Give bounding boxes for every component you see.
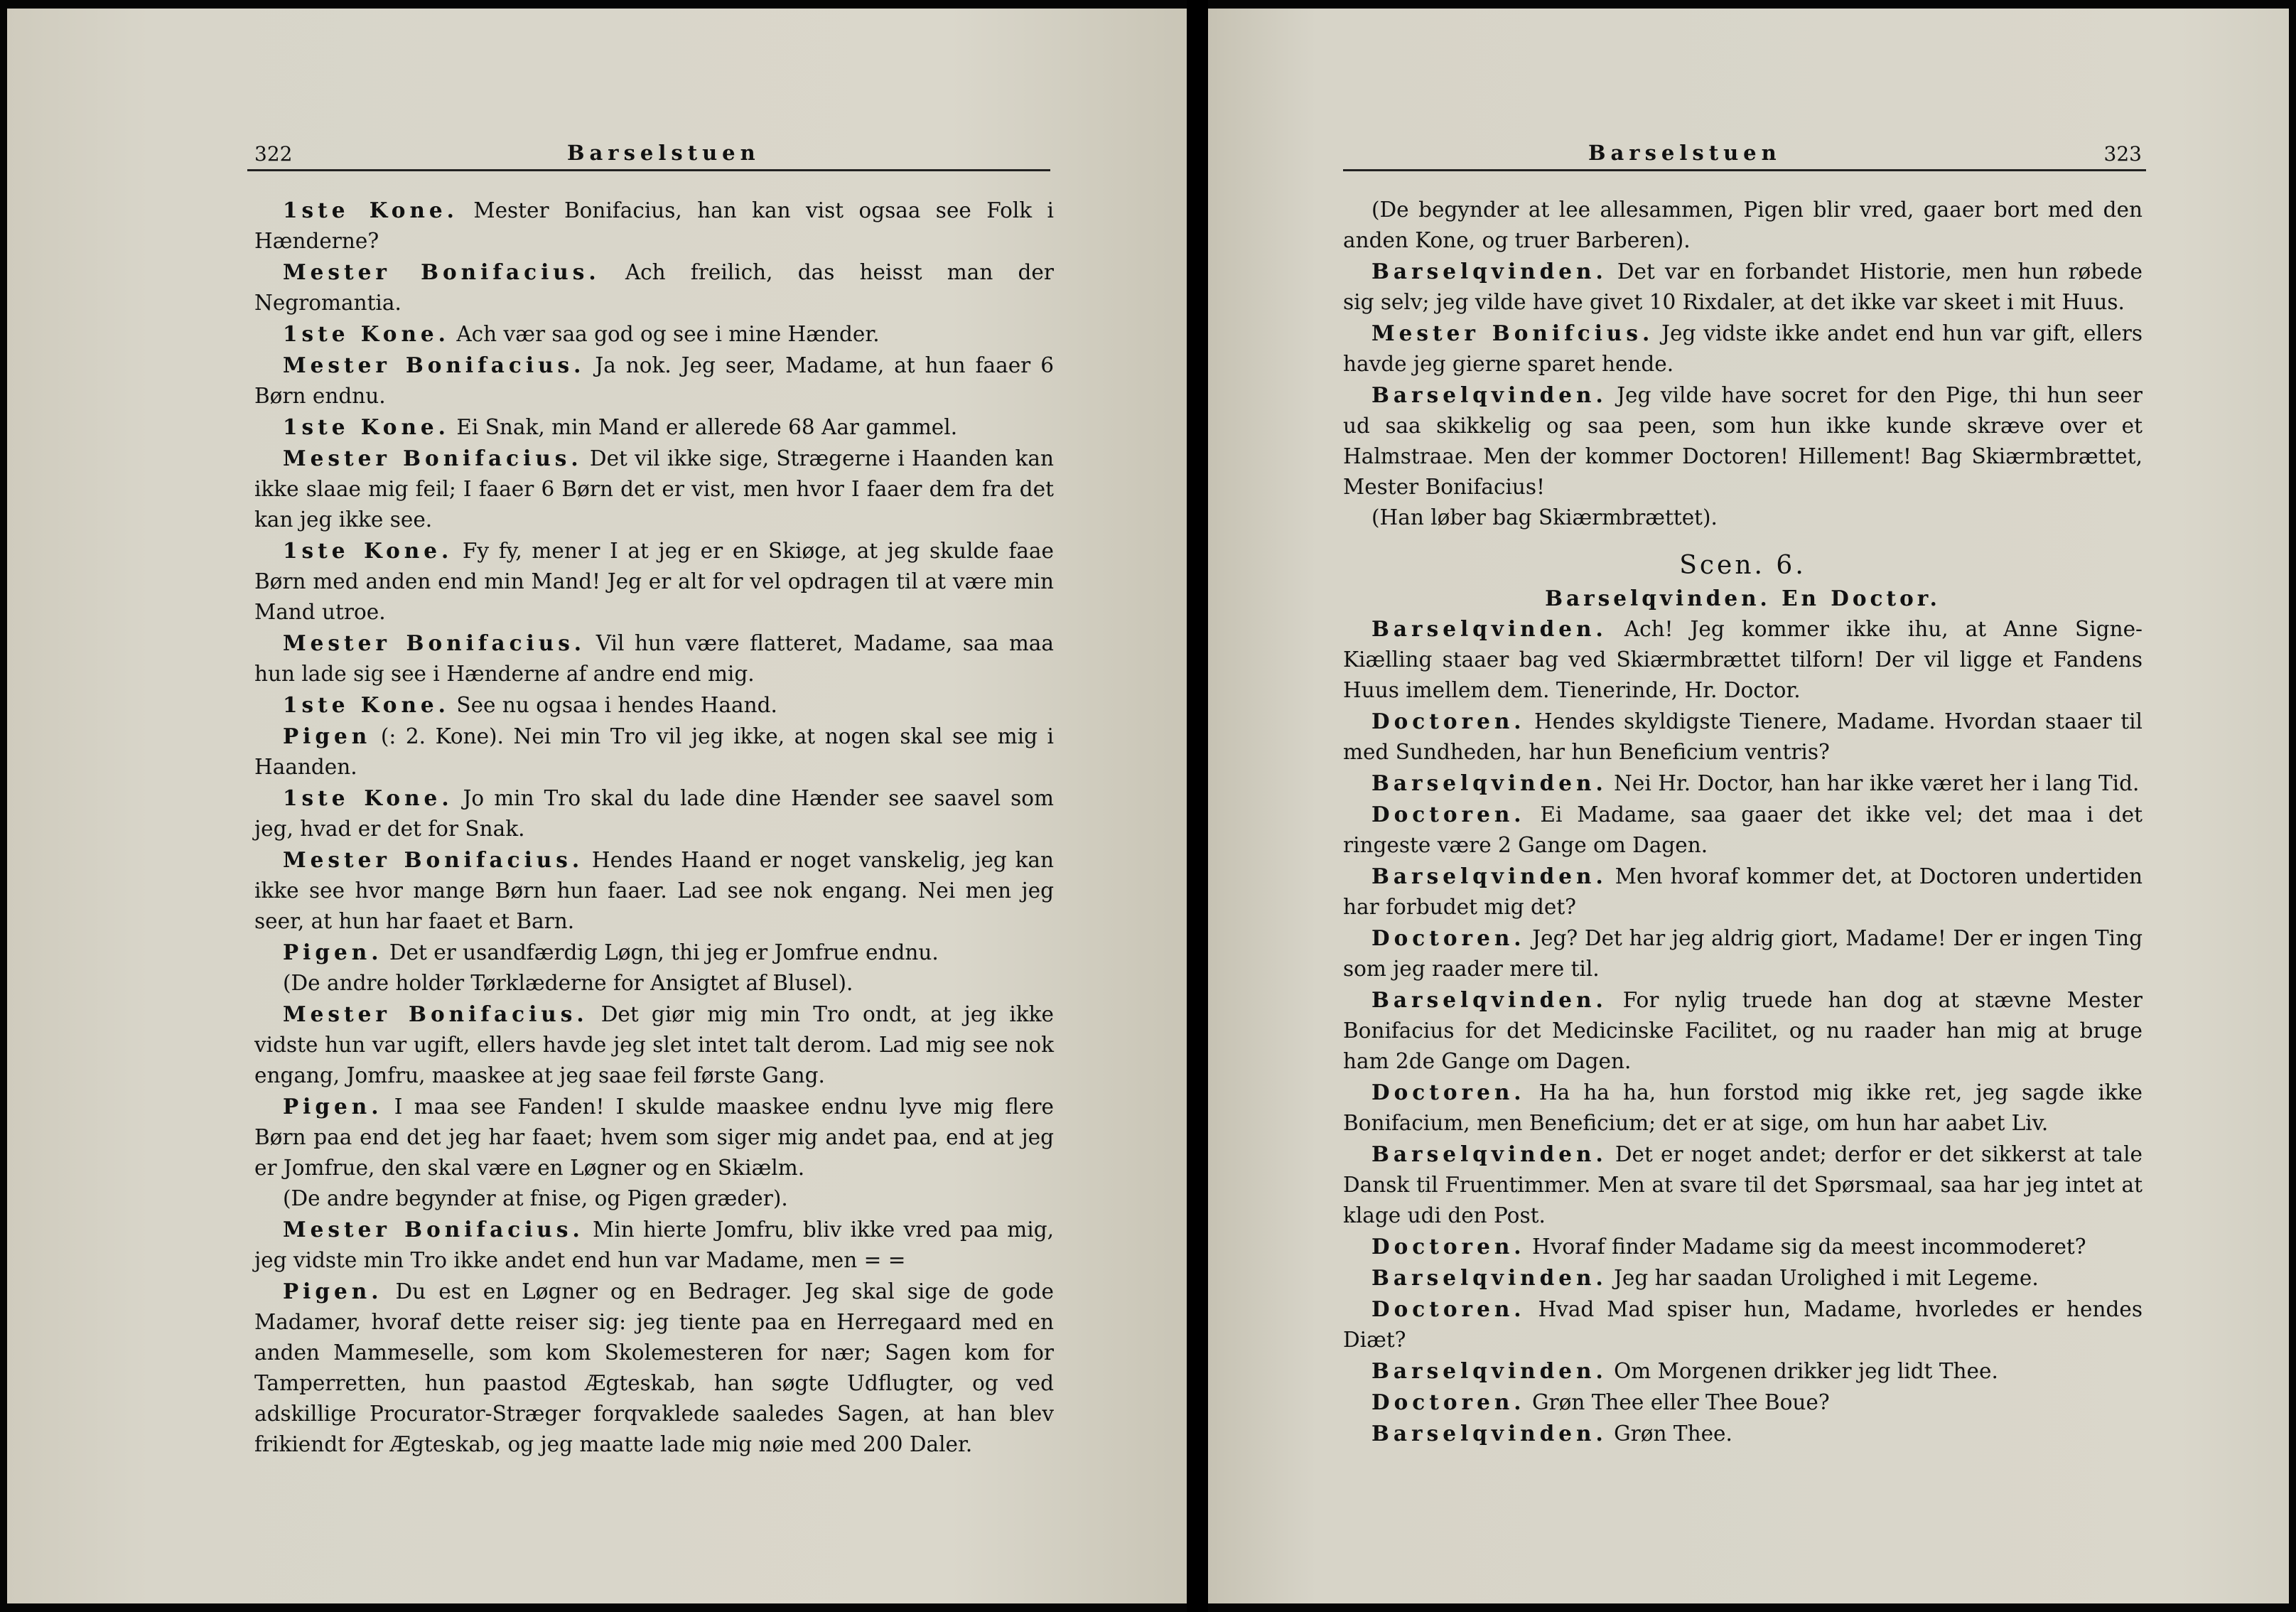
speech-text: Grøn Thee. — [1614, 1422, 1732, 1446]
speaker-name: Barselqvinden. — [1371, 616, 1607, 641]
dialogue-line — [254, 844, 1054, 937]
speaker-name: 1ste Kone. — [283, 414, 450, 439]
dialogue-line — [1343, 1077, 2143, 1139]
left-page — [7, 9, 1187, 1603]
speech-text: (De begynder at lee allesammen, Pigen blir vred, gaaer bort med den anden Kone, og truer Barberen). — [1343, 198, 2143, 252]
speaker-name: Doctoren. — [1371, 1296, 1526, 1321]
speaker-name: Mester Bonifacius. — [283, 1001, 588, 1026]
speaker-name: Mester Bonifacius. — [283, 630, 586, 655]
speech-text: Ach! Jeg kommer ikke ihu, at Anne Signe-Kiælling staaer bag ved Skiærmbrættet tilforn! Der vil ligge et Fandens Huus imellem dem. Tienerinde, Hr. Doctor. — [1343, 617, 2143, 702]
speaker-name: 1ste Kone. — [283, 321, 450, 346]
dialogue-line — [1343, 503, 2143, 533]
dialogue-line — [1343, 318, 2143, 380]
speech-text: Men hvoraf kommer det, at Doctoren undertiden har forbudet mig det? — [1343, 864, 2143, 919]
right-page — [1208, 9, 2289, 1603]
speech-text: Ei Madame, saa gaaer det ikke vel; det maa i det ringeste være 2 Gange om Dagen. — [1343, 802, 2143, 857]
speech-text: Jeg vilde have socret for den Pige, thi hun seer ud saa skikkelig og saa peen, som hun ikke kunde skræve over et Halmstraae. Men der kommer Doctoren! Hillement! Bag Skiærmbrættet, Mester Bonifacius! — [1343, 383, 2143, 499]
speaker-name: 1ste Kone. — [283, 198, 458, 222]
speaker-name: Doctoren. — [1371, 925, 1526, 950]
speaker-name: Mester Bonifacius. — [283, 259, 600, 284]
speech-text: (De andre holder Tørklæderne for Ansigtet af Blusel). — [283, 971, 853, 995]
dialogue-line — [1343, 613, 2143, 706]
speaker-name: Barselqvinden. — [1371, 1421, 1607, 1446]
speech-text: Mester Bonifacius, han kan vist ogsaa see Folk i Hænderne? — [254, 198, 1054, 253]
dialogue-line — [254, 257, 1054, 318]
dialogue-line — [1343, 256, 2143, 318]
speaker-name: Mester Bonifacius. — [283, 353, 586, 377]
speech-text: Fy fy, mener I at jeg er en Skiøge, at jeg skulde faae Børn med anden end min Mand! Jeg er alt for vel opdragen til at være min Mand utroe. — [254, 539, 1054, 624]
speaker-name: Doctoren. — [1371, 709, 1526, 734]
speaker-name: Mester Bonifacius. — [283, 446, 583, 471]
dialogue-line — [254, 412, 1054, 443]
dialogue-line — [254, 783, 1054, 844]
speech-text: Hendes Haand er noget vanskelig, jeg kan ikke see hvor mange Børn hun faaer. Lad see nok engang. Nei men jeg seer, at hun har faaet et Barn. — [254, 848, 1054, 933]
running-title: Barselstuen — [567, 141, 760, 165]
dialogue-line — [1343, 380, 2143, 503]
dialogue-line — [1343, 799, 2143, 861]
speaker-name: 1ste Kone. — [283, 538, 453, 563]
dialogue-line — [254, 999, 1054, 1091]
dialogue-line — [1343, 1231, 2143, 1262]
speech-text: Det er usandfærdig Løgn, thi jeg er Jomfrue endnu. — [389, 940, 939, 964]
scene-characters: Barselqvinden. En Doctor. — [1545, 586, 1941, 611]
speech-text: Det vil ikke sige, Strægerne i Haanden kan ikke slaae mig feil; I faaer 6 Børn det er vist, men hvor I faaer dem fra det kan jeg ikke see. — [254, 446, 1054, 532]
dialogue-line — [254, 443, 1054, 535]
speaker-name: Barselqvinden. — [1371, 259, 1607, 284]
dialogue-line — [254, 1214, 1054, 1276]
speech-text: Vil hun være flatteret, Madame, saa maa hun lade sig see i Hænderne af andre end mig. — [254, 631, 1054, 686]
header-rule — [1343, 169, 2146, 171]
speaker-name: Doctoren. — [1371, 1234, 1526, 1259]
dialogue-line — [254, 195, 1054, 257]
running-title: Barselstuen — [1588, 141, 1782, 165]
speech-text: Det er noget andet; derfor er det sikkerst at tale Dansk til Fruentimmer. Men at svare til det Spørsmaal, saa har jeg intet at klage udi den Post. — [1343, 1142, 2143, 1227]
dialogue-line — [254, 1276, 1054, 1460]
dialogue-line — [1343, 1418, 2143, 1449]
dialogue-line — [1343, 1387, 2143, 1418]
right-page-body — [1343, 195, 2143, 1449]
speaker-name: Barselqvinden. — [1371, 1358, 1607, 1383]
dialogue-line — [254, 721, 1054, 783]
speech-text: (: 2. Kone). Nei min Tro vil jeg ikke, at nogen skal see mig i Haanden. — [254, 724, 1054, 779]
speech-text: (De andre begynder at fnise, og Pigen græder). — [283, 1186, 788, 1210]
dialogue-line — [254, 1183, 1054, 1214]
right-page-header — [1343, 136, 2146, 173]
speech-text: Ha ha ha, hun forstod mig ikke ret, jeg sagde ikke Bonifacium, men Beneficium; det er at sige, om hun har aabet Liv. — [1343, 1080, 2143, 1135]
page-number: 323 — [2103, 142, 2142, 166]
dialogue-line — [1343, 1355, 2143, 1387]
speaker-name: Barselqvinden. — [1371, 987, 1607, 1012]
dialogue-line — [254, 535, 1054, 628]
left-page-body — [254, 195, 1054, 1460]
dialogue-line — [1343, 768, 2143, 799]
speaker-name: Barselqvinden. — [1371, 864, 1607, 888]
speaker-name: Doctoren. — [1371, 1080, 1526, 1105]
speech-text: Det var en forbandet Historie, men hun røbede sig selv; jeg vilde have givet 10 Rixdaler, at det ikke var skeet i mit Huus. — [1343, 259, 2143, 314]
dialogue-line — [254, 968, 1054, 999]
speech-text: Du est en Løgner og en Bedrager. Jeg skal sige de gode Madamer, hvoraf dette reiser sig: jeg tiente paa en Herregaard med en anden Mammeselle, som kom Skolemesteren for nær; Sagen kom for Tamperretten, hun paastod Ægteskab, han søgte Udflugter, og ved adskillige Procurator-Stræger forqvaklede saaledes Sagen, at han blev frikiendt for Ægteskab, og jeg maatte lade mig nøie med 200 Daler. — [254, 1279, 1054, 1456]
left-page-header — [247, 136, 1050, 173]
speaker-name: 1ste Kone. — [283, 692, 450, 717]
dialogue-line — [1343, 1294, 2143, 1355]
dialogue-line — [1343, 1139, 2143, 1231]
dialogue-line — [1343, 984, 2143, 1077]
speech-text: Hendes skyldigste Tienere, Madame. Hvordan staaer til med Sundheden, har hun Beneficium ventris? — [1343, 709, 2143, 764]
speech-text: Ach vær saa god og see i mine Hænder. — [456, 322, 880, 346]
speaker-name: Mester Bonifacius. — [283, 1217, 584, 1242]
speaker-name: Doctoren. — [1371, 802, 1526, 827]
speaker-name: Pigen — [283, 724, 372, 748]
speech-text: Det giør mig min Tro ondt, at jeg ikke vidste hun var ugift, ellers havde jeg slet intet talt derom. Lad mig see nok engang, Jomfru, maaskee at jeg saae feil første Gang. — [254, 1002, 1054, 1087]
speech-text: For nylig truede han dog at stævne Mester Bonifacius for det Medicinske Facilitet, og nu raader han mig at bruge ham 2de Gange om Dagen. — [1343, 988, 2143, 1073]
speech-text: (Han løber bag Skiærmbrættet). — [1371, 505, 1718, 530]
speech-text: I maa see Fanden! I skulde maaskee endnu lyve mig flere Børn paa end det jeg har faaet; hvem som siger mig andet paa, end at jeg er Jomfrue, den skal være en Løgner og en Skiælm. — [254, 1095, 1054, 1180]
dialogue-line — [254, 628, 1054, 689]
speech-text: Hvad Mad spiser hun, Madame, hvorledes er hendes Diæt? — [1343, 1297, 2143, 1352]
speaker-name: Pigen. — [283, 1094, 383, 1119]
dialogue-line — [254, 1091, 1054, 1183]
dialogue-line — [254, 318, 1054, 350]
dialogue-line — [1343, 1262, 2143, 1294]
speech-text: Hvoraf finder Madame sig da meest incommoderet? — [1531, 1235, 2086, 1259]
speech-text: Jeg? Det har jeg aldrig giort, Madame! Der er ingen Ting som jeg raader mere til. — [1343, 926, 2143, 981]
speaker-name: Barselqvinden. — [1371, 1265, 1607, 1290]
speech-text: Om Morgenen drikker jeg lidt Thee. — [1614, 1359, 1998, 1383]
speaker-name: Barselqvinden. — [1371, 770, 1607, 795]
page-number: 322 — [254, 142, 293, 166]
dialogue-line — [254, 689, 1054, 721]
dialogue-line — [254, 937, 1054, 968]
speech-text: Ach freilich, das heisst man der Negromantia. — [254, 260, 1054, 315]
speaker-name: Mester Bonifacius. — [283, 847, 584, 872]
speech-text: Jeg har saadan Urolighed i mit Legeme. — [1614, 1266, 2039, 1290]
speaker-name: Barselqvinden. — [1371, 382, 1607, 407]
dialogue-line — [1343, 861, 2143, 923]
speech-text: Jeg vidste ikke andet end hun var gift, ellers havde jeg gierne sparet hende. — [1343, 321, 2143, 376]
header-rule — [247, 169, 1050, 171]
speech-text: See nu ogsaa i hendes Haand. — [456, 693, 777, 717]
dialogue-line — [254, 350, 1054, 412]
speech-text: Nei Hr. Doctor, han har ikke været her i lang Tid. — [1614, 771, 2140, 795]
speech-text: Ei Snak, min Mand er allerede 68 Aar gammel. — [456, 415, 958, 439]
book-gutter — [1187, 0, 1208, 1612]
dialogue-line — [1343, 923, 2143, 984]
speaker-name: Pigen. — [283, 1279, 383, 1304]
dialogue-line — [1343, 706, 2143, 768]
speaker-name: Mester Bonifcius. — [1371, 321, 1654, 345]
speech-text: Grøn Thee eller Thee Boue? — [1531, 1390, 1830, 1414]
speech-text: Min hierte Jomfru, bliv ikke vred paa mig, jeg vidste min Tro ikke andet end hun var Madame, men = = — [254, 1218, 1054, 1272]
dialogue-line — [1343, 195, 2143, 256]
speaker-name: Doctoren. — [1371, 1390, 1526, 1414]
speaker-name: Pigen. — [283, 940, 383, 964]
speaker-name: 1ste Kone. — [283, 785, 453, 810]
speech-text: Jo min Tro skal du lade dine Hænder see saavel som jeg, hvad er det for Snak. — [254, 786, 1054, 841]
scene-heading: Scen. 6. — [1679, 551, 1806, 580]
speaker-name: Barselqvinden. — [1371, 1141, 1607, 1166]
speech-text: Ja nok. Jeg seer, Madame, at hun faaer 6 Børn endnu. — [254, 353, 1054, 408]
